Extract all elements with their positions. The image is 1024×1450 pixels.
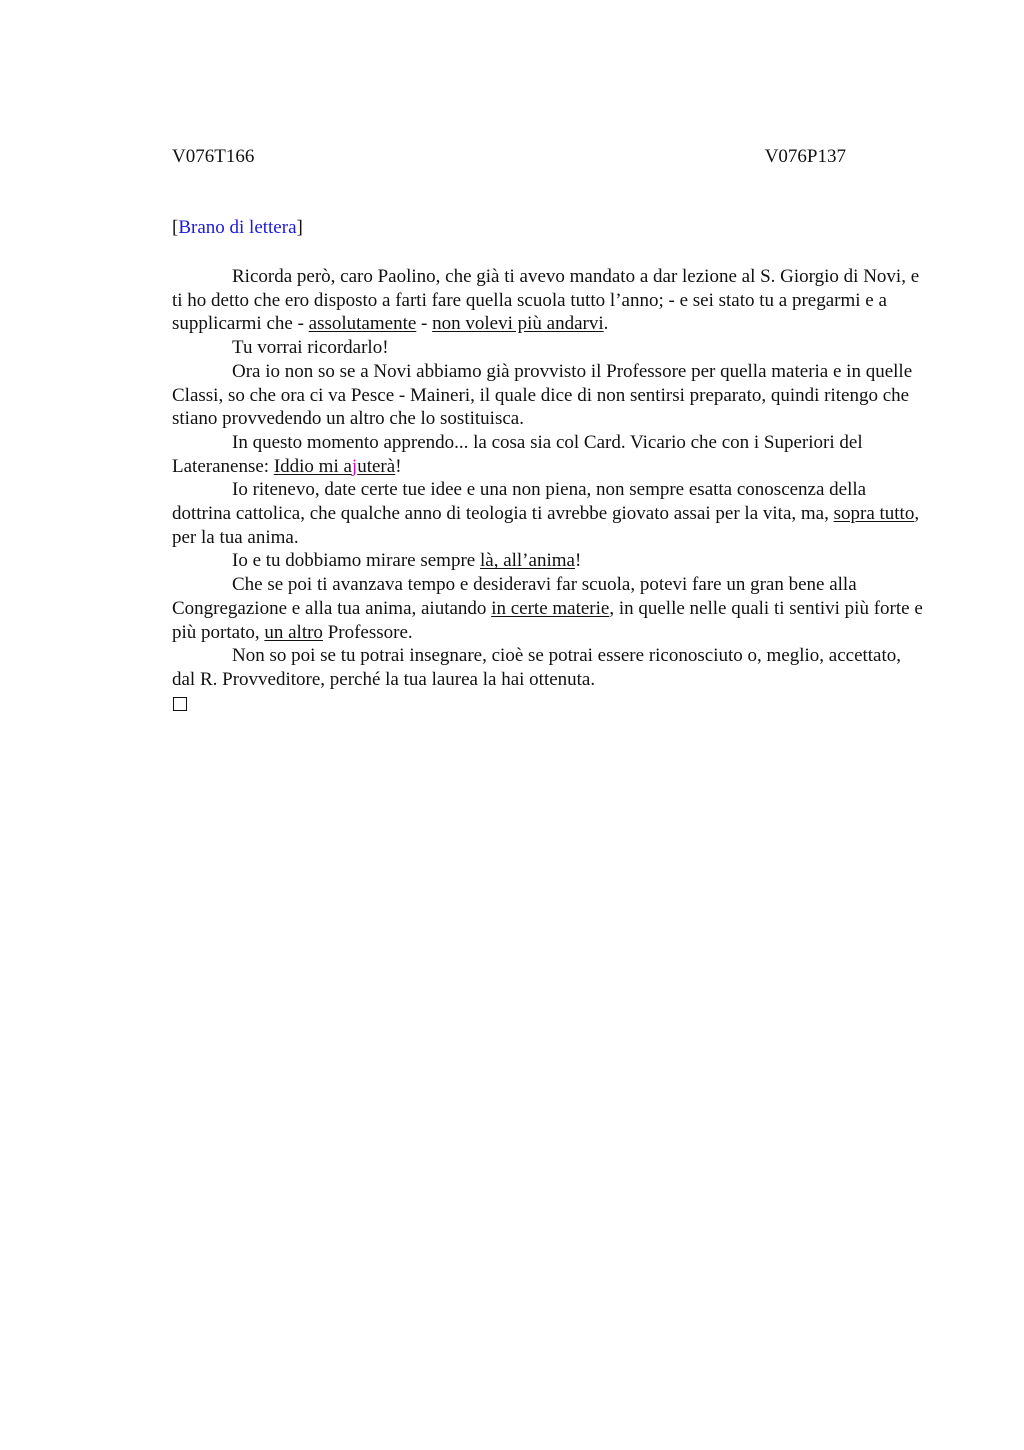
document-code-right: V076P137 <box>764 146 846 167</box>
page-header <box>172 146 846 172</box>
paragraph-6-end: ! <box>574 550 582 572</box>
paragraph-1 <box>172 265 924 336</box>
heading-title: Brano di lettera <box>178 217 297 238</box>
paragraph-4 <box>172 431 924 478</box>
paragraph-6 <box>172 549 924 573</box>
end-of-text-box-icon <box>173 697 187 711</box>
paragraph-8: Non so poi se tu potrai insegnare, cioè se potrai essere riconosciuto o, meglio, accettato, dal R. Provveditore, perché la tua laurea la hai ottenuta. <box>172 645 902 690</box>
underlined-phrase <box>274 456 395 477</box>
underlined-phrase: assolutamente <box>308 313 417 335</box>
paragraph-5-text: Io ritenevo, date certe tue idee e una non piena, non sempre esatta conoscenza della dottrina cattolica, che qualche anno di teologia ti avrebbe giovato assai per la vita, ma, <box>172 479 867 525</box>
heading-close-bracket: ] <box>296 217 303 238</box>
underlined-phrase: non volevi più andarvi <box>432 313 604 335</box>
paragraph-7 <box>172 573 924 644</box>
paragraph-4-text: In questo momento apprendo... la cosa sia col Card. Vicario che con i Superiori del Lateranense: <box>172 431 863 477</box>
paragraph-2: Tu vorrai ricordarlo! <box>232 337 389 359</box>
letter-body <box>172 265 924 711</box>
underlined-phrase: là, all’anima <box>479 550 575 572</box>
underlined-phrase: sopra tutto <box>833 503 915 525</box>
paragraph-1-text: Ricorda però, caro Paolino, che già ti avevo mandato a dar lezione al S. Giorgio di Novi, e ti ho detto che ero disposto a farti fare quella scuola tutto l’anno; - e sei stato tu a pregarmi e a supplicarmi che - <box>172 266 920 335</box>
section-heading <box>172 217 303 239</box>
paragraph-5-end: , per la tua anima. <box>172 503 920 548</box>
paragraph-7-text-cont: , in quelle nelle quali ti sentivi più forte e più portato, <box>172 597 923 643</box>
paragraph-6-text: Io e tu dobbiamo mirare sempre <box>232 550 480 572</box>
paragraph-5 <box>172 478 924 549</box>
document-code-left: V076T166 <box>172 146 255 167</box>
underlined-phrase: in certe materie <box>491 597 610 619</box>
underlined-part: uterà <box>357 455 396 477</box>
heading-open-bracket: [ <box>172 217 179 238</box>
paragraph-3: Ora io non so se a Novi abbiamo già provvisto il Professore per quella materia e in quelle Classi, so che ora ci va Pesce - Maineri, il quale dice di non sentirsi preparato, quindi ritengo che stiano provvedendo un altro che lo sostituisca. <box>172 360 913 430</box>
paragraph-7-end: Professore. <box>322 621 413 643</box>
paragraph-1-end: . <box>603 313 609 335</box>
paragraph-7-text: Che se poi ti avanzava tempo e desideravi far scuola, potevi fare un gran bene alla Congregazione e alla tua anima, aiutando <box>172 574 857 619</box>
underlined-part: Iddio mi a <box>273 455 352 477</box>
underlined-phrase: un altro <box>264 621 323 643</box>
paragraph-1-separator: - <box>416 313 433 335</box>
paragraph-4-end: ! <box>395 455 402 477</box>
highlighted-letter: j <box>351 455 358 477</box>
